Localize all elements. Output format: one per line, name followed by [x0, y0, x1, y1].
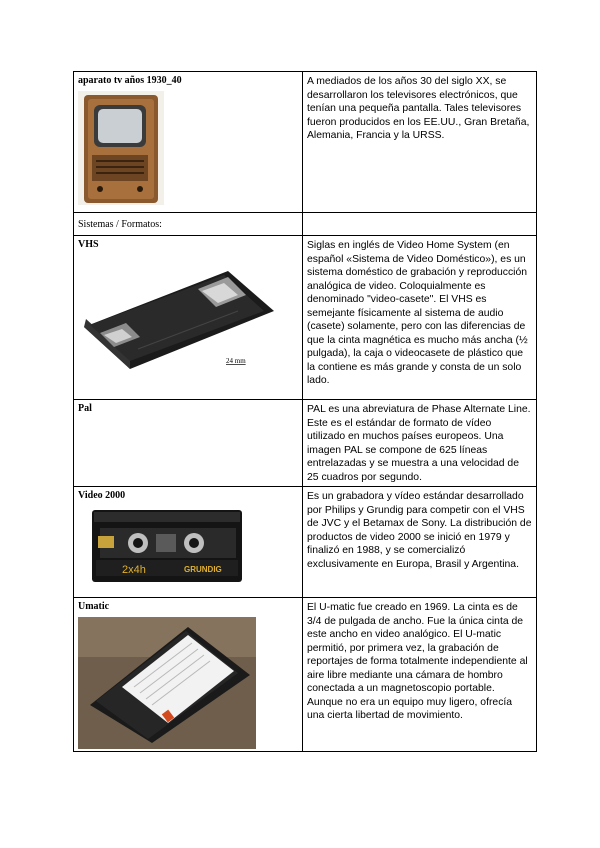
cassette-label-brand: GRUNDIG: [184, 565, 222, 574]
vhs-cassette-image: [78, 255, 278, 373]
table-row: [74, 487, 537, 598]
row-label-cell: [74, 213, 303, 236]
row-description: Es un grabadora y vídeo estándar desarrollado por Philips y Grundig para competir con el VHS de JVC y el Betamax de Sony. La distribución de productos de video 2000 se inició en 1979 y finalizó en 1988, y se comercializó exclusivamente en Europa, Brasil y Argentina.: [307, 491, 532, 570]
row-label: Video 2000: [78, 490, 126, 501]
row-label-cell: [74, 487, 303, 598]
cassette-label-duration: 2x4h: [122, 564, 146, 576]
row-description-cell: [303, 487, 537, 598]
row-label-cell: [74, 400, 303, 487]
row-description-cell: [303, 213, 537, 236]
row-label: Umatic: [78, 601, 110, 612]
row-label-cell: [74, 236, 303, 400]
row-label: VHS: [78, 239, 99, 250]
row-label: aparato tv años 1930_40: [78, 75, 182, 86]
table-row: [74, 400, 537, 487]
row-description-cell: [303, 598, 537, 752]
image-caption: 24 mm: [226, 357, 246, 365]
vintage-tv-image: [78, 91, 164, 205]
formats-table: [73, 71, 537, 752]
umatic-cassette-image: [78, 617, 256, 749]
row-description-cell: [303, 400, 537, 487]
row-label-cell: [74, 598, 303, 752]
row-description-cell: [303, 236, 537, 400]
section-label: Sistemas / Formatos:: [78, 218, 162, 230]
video2000-cassette-image: [88, 506, 288, 586]
row-description: Siglas en inglés de Video Home System (en español «Sistema de Video Doméstico»), es un sistema doméstico de grabación y reproducción analógica de video. Coloquialmente es denominado "video-casete". El VHS es semejante físicamente al sistema de audio (casete) solamente, pero con las diferencias de que la cinta magnética es mucho más ancha (½ pulgada), la caja o videocasete de plástico que la contiene es más grande y consta de un solo lado.: [307, 240, 528, 386]
table-row: [74, 598, 537, 752]
row-description-cell: [303, 72, 537, 213]
row-description: PAL es una abreviatura de Phase Alternate Line. Este es el estándar de formato de vídeo utilizado en muchos países europeos. Una imagen PAL se compone de 625 líneas entrelazadas y se muestra a una velocidad de 25 cuadros por segundo.: [307, 404, 531, 483]
table-row: [74, 213, 537, 236]
table-row: [74, 72, 537, 213]
table-row: [74, 236, 537, 400]
row-label: Pal: [78, 403, 92, 414]
row-label-cell: [74, 72, 303, 213]
row-description: A mediados de los años 30 del siglo XX, se desarrollaron los televisores electrónicos, que tenían una pequeña pantalla. Tales televisores fueron producidos en los EE.UU., Gran Bretaña, Alemania, Francia y la URSS.: [307, 76, 530, 141]
row-description: El U-matic fue creado en 1969. La cinta es de 3/4 de pulgada de ancho. Fue la única cinta de este ancho en video analógico. El U-matic permitió, por primera vez, la grabación de reportajes de forma totalmente independiente al aire libre mediante una cámara de hombro conectada a un magnetoscopio portable. Aunque no era un equipo muy ligero, ofrecía una cierta libertad de movimiento.: [307, 602, 528, 721]
